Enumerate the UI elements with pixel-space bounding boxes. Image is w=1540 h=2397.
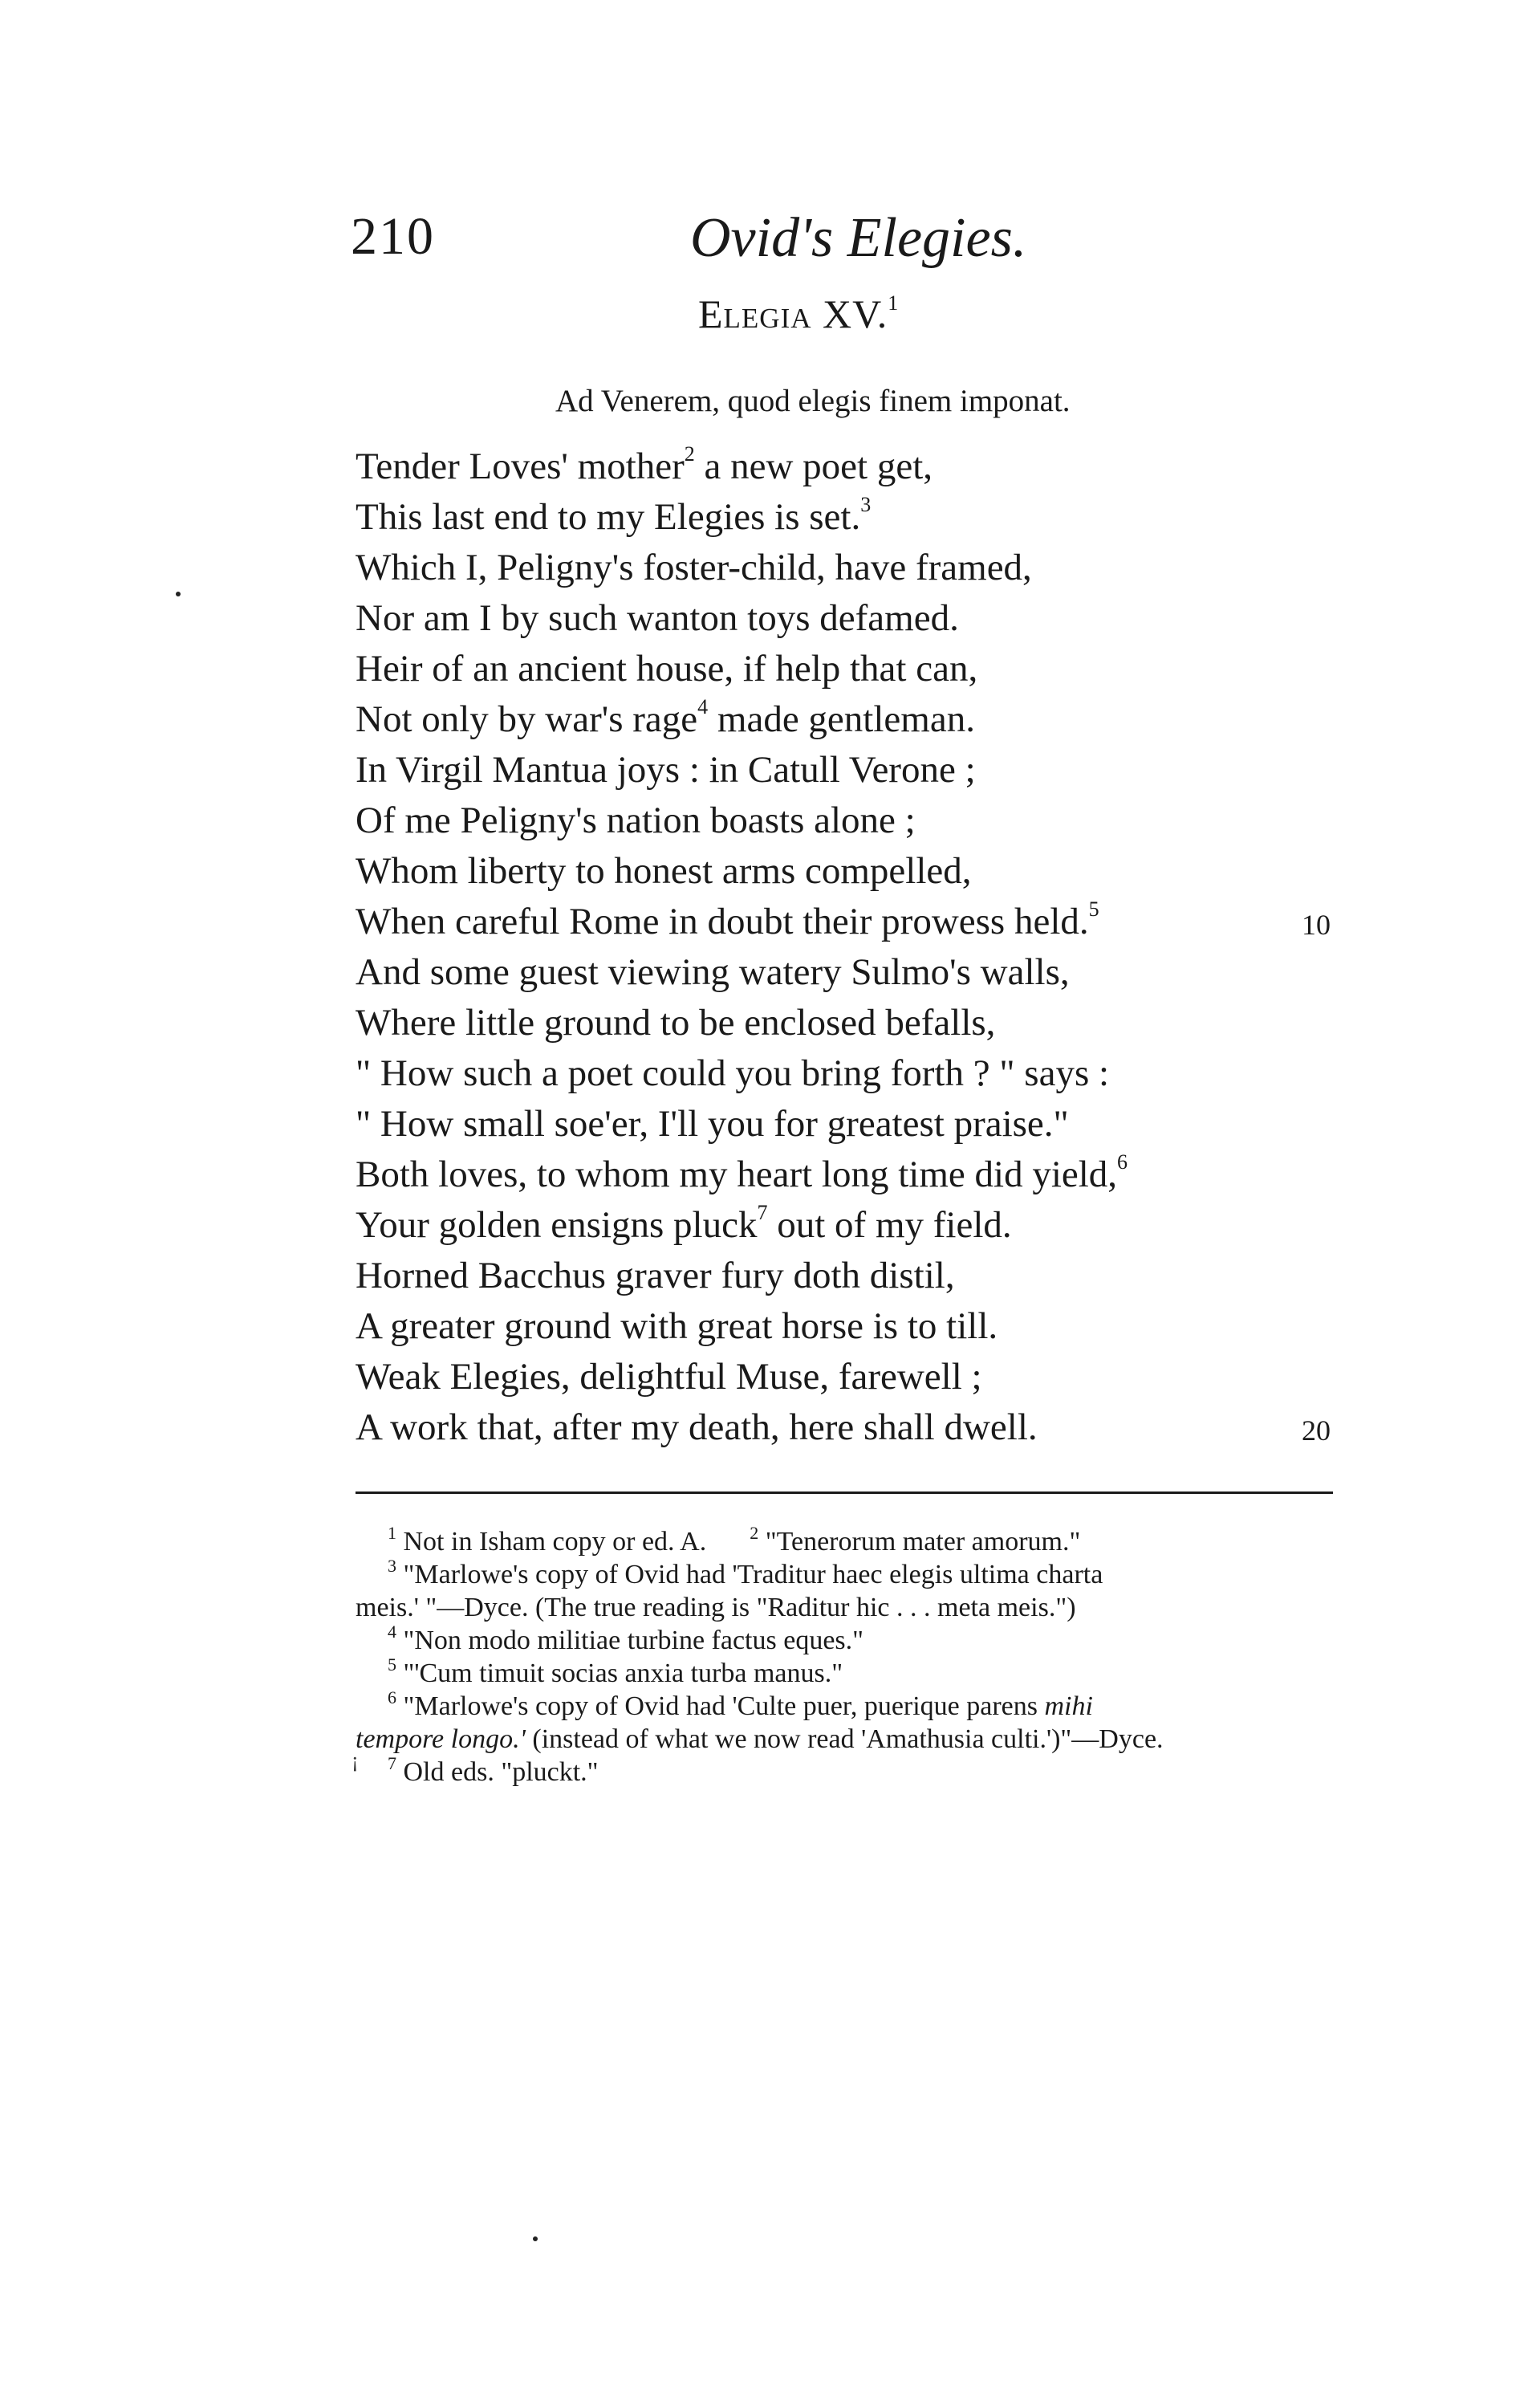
verse-line	[356, 1150, 1399, 1200]
verse-text: In Virgil Mantua joys : in Catull Verone ;	[356, 749, 976, 791]
footnote-ref: 6	[1117, 1150, 1128, 1174]
footnote-text: "Marlowe's copy of Ovid had 'Culte puer, puerique parens	[403, 1691, 1038, 1721]
footnote-line	[356, 1723, 1333, 1756]
footnote-line	[356, 1687, 1333, 1723]
verse-line	[356, 1099, 1399, 1150]
verse-text: " How such a poet could you bring forth ? " says :	[356, 1052, 1110, 1094]
footnote-line	[356, 1654, 1333, 1690]
stray-mark: ¡	[351, 1748, 359, 1772]
verse-text: A work that, after my death, here shall dwell.	[356, 1406, 1038, 1448]
section-subtitle: Ad Venerem, quod elegis finem imponat.	[555, 384, 1071, 418]
verse-line	[356, 1251, 1399, 1301]
section-title-text: Elegia XV.	[698, 291, 888, 336]
footnote-text: (instead of what we now read 'Amathusia culti.')"—Dyce.	[532, 1724, 1164, 1754]
footnote-number: 7	[388, 1753, 396, 1773]
verse-text: Both loves, to whom my heart long time did yield,	[356, 1154, 1118, 1195]
verse-line	[356, 897, 1399, 947]
footnote-text: Old eds. "pluckt."	[403, 1757, 599, 1787]
verse-text: a new poet get,	[694, 446, 933, 487]
verse-line	[356, 593, 1399, 644]
verse-text: Weak Elegies, delightful Muse, farewell ;	[356, 1356, 982, 1398]
verse-line	[356, 543, 1399, 593]
verse-line	[356, 644, 1399, 694]
verse-line	[356, 492, 1399, 543]
footnote-number: 5	[388, 1654, 396, 1675]
verse-line	[356, 846, 1399, 897]
footnote-number: 3	[388, 1556, 396, 1576]
verse-line	[356, 998, 1399, 1048]
footnote-number: 1	[388, 1523, 396, 1543]
verse-text: When careful Rome in doubt their prowess held.	[356, 901, 1089, 942]
verse-text: Of me Peligny's nation boasts alone ;	[356, 800, 916, 841]
verse-text: out of my field.	[767, 1204, 1012, 1246]
footnote-text: meis.' "—Dyce. (The true reading is "Raditur hic . . . meta meis.")	[356, 1593, 1076, 1622]
verse-text: made gentleman.	[708, 698, 975, 740]
footnote-rule	[356, 1492, 1333, 1494]
verse-line	[356, 745, 1399, 796]
verse-text: Horned Bacchus graver fury doth distil,	[356, 1255, 955, 1296]
verse-text: This last end to my Elegies is set.	[356, 496, 861, 538]
verse-text: Heir of an ancient house, if help that can,	[356, 648, 978, 690]
footnote-line	[356, 1591, 1333, 1624]
page-number: 210	[351, 207, 435, 266]
footnote-line	[356, 1525, 1333, 1558]
footnote-number: 2	[750, 1523, 759, 1543]
verse-text: And some guest viewing watery Sulmo's walls,	[356, 951, 1070, 993]
footnote-text: "Tenerorum mater amorum."	[765, 1527, 1081, 1557]
verse-line	[356, 796, 1399, 846]
verse-text: Nor am I by such wanton toys defamed.	[356, 597, 959, 639]
verse-text: A greater ground with great horse is to till.	[356, 1305, 998, 1347]
footnote-italic: tempore longo.'	[356, 1724, 526, 1754]
footnote-line	[356, 1753, 1333, 1789]
verse-text: Where little ground to be enclosed befalls,	[356, 1002, 996, 1044]
footnote-ref: 7	[757, 1201, 768, 1224]
verse-line	[356, 1200, 1399, 1251]
verse-text: Which I, Peligny's foster-child, have framed,	[356, 547, 1032, 588]
verse-line	[356, 442, 1399, 492]
footnote-ref: 1	[888, 291, 900, 315]
footnote-number: 6	[388, 1687, 396, 1707]
footnote-text: Not in Isham copy or ed. A.	[403, 1527, 707, 1557]
speck	[533, 2236, 538, 2241]
footnote-line	[356, 1624, 1333, 1657]
footnote-text: "Marlowe's copy of Ovid had 'Traditur haec elegis ultima charta	[403, 1560, 1103, 1589]
verse-text: Whom liberty to honest arms compelled,	[356, 850, 972, 892]
footnote-line	[356, 1558, 1333, 1591]
verse-text: Not only by war's rage	[356, 698, 698, 740]
verse-line	[356, 1352, 1399, 1402]
footnote-italic: mihi	[1044, 1691, 1093, 1721]
verse-text: Your golden ensigns pluck	[356, 1204, 758, 1246]
verse-text: " How small soe'er, I'll you for greatest praise."	[356, 1103, 1069, 1145]
footnote-ref: 2	[684, 442, 695, 466]
footnote-ref: 3	[860, 493, 872, 516]
speck	[176, 592, 181, 596]
verse-text: Tender Loves' mother	[356, 446, 685, 487]
poem	[356, 442, 1399, 1453]
footnote-text: "Non modo militiae turbine factus eques."	[403, 1626, 864, 1655]
running-head: Ovid's Elegies.	[690, 207, 1027, 269]
footnote-number: 4	[388, 1622, 396, 1642]
verse-line	[356, 947, 1399, 998]
verse-line	[356, 1402, 1399, 1453]
footnotes	[356, 1525, 1333, 1789]
footnote-ref: 4	[697, 695, 709, 718]
line-number: 20	[1302, 1414, 1331, 1447]
verse-line	[356, 1048, 1399, 1099]
verse-line	[356, 1301, 1399, 1352]
footnote-text: "'Cum timuit socias anxia turba manus."	[403, 1658, 843, 1688]
line-number: 10	[1302, 909, 1331, 941]
section-title	[698, 291, 900, 336]
verse-line	[356, 694, 1399, 745]
footnote-ref: 5	[1088, 897, 1099, 921]
